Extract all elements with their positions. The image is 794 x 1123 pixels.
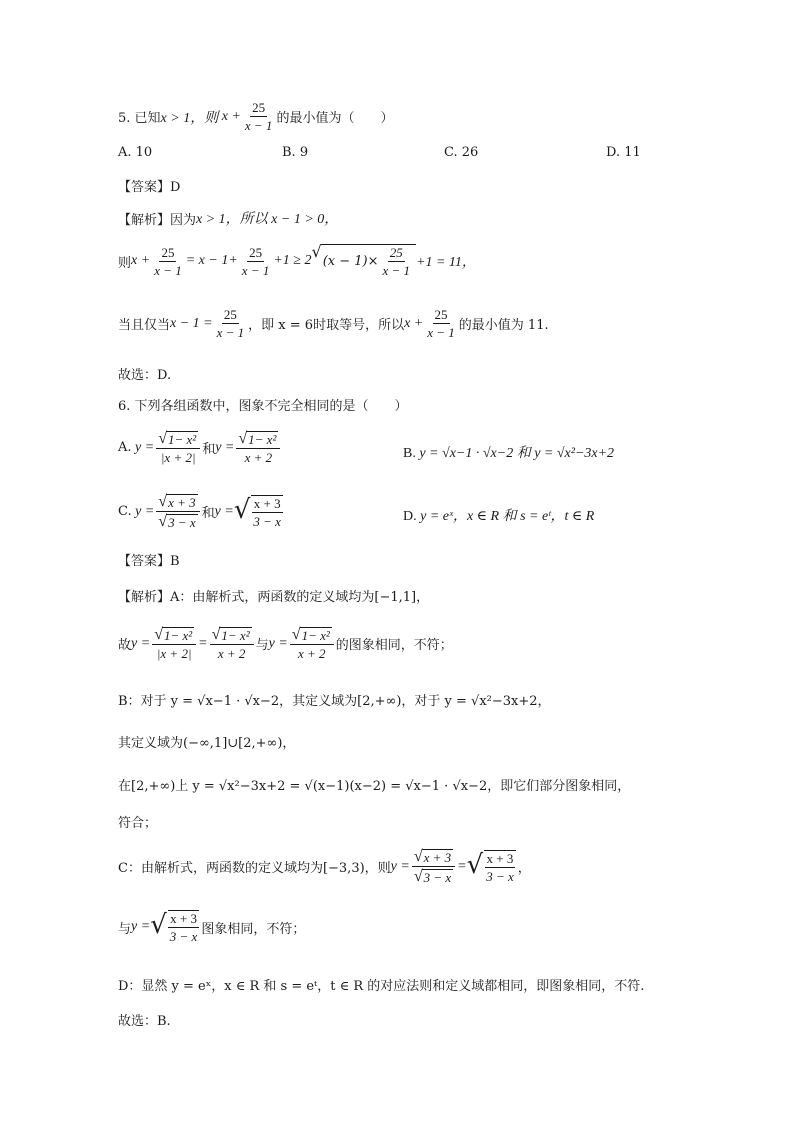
q6-analysis-b4: 符合； [118, 816, 158, 831]
q5-stem-post: 的最小值为（ ） [276, 111, 394, 126]
q6-option-a[interactable]: A. y = √ 1− x² |x + 2| 和 y = √ 1− x² x + 2 [118, 430, 282, 465]
q5-option-d[interactable]: D. 11 [606, 145, 641, 160]
q5-option-c[interactable]: C. 26 [444, 145, 479, 160]
q5-stem-pre: 5. 已知 [118, 111, 161, 126]
q5-answer: 【答案】D [118, 180, 181, 195]
q6-option-d[interactable]: D. y = eˣ，x ∈ R 和 s = eᵗ，t ∈ R [403, 509, 595, 524]
q6-answer: 【答案】B [118, 554, 180, 569]
q5-option-a[interactable]: A. 10 [118, 145, 153, 160]
q5-analysis-1: 【解析】因为 x > 1，所以 x − 1 > 0， [118, 212, 339, 228]
q6-analysis-c2: 与 y = √ $\frac{x + 3}{3 - x}$ 图象相同，不符； [118, 910, 306, 944]
q6-analysis-b2: 其定义域为(−∞,1]∪[2,+∞)， [118, 736, 296, 751]
q6-conclusion: 故选：B. [118, 1014, 171, 1029]
q5-stem: 5. 已知 x > 1，则 x + $\frac{25}{x - 1}$ 的最小值为（ ） [118, 100, 394, 133]
q5-analysis-2: 则 x + $\frac{25}{x - 1}$ = x − 1+ $\frac{25}{x - 1}$ +1 ≥ 2 √ (x − 1)× $\frac{25}{x - 1}$ +1 = 11， [118, 242, 476, 278]
q6-option-c[interactable]: C. y = √ x + 3 √ 3 − x 和 y = √ $\frac{x + 3}{3 - x}$ [118, 493, 281, 531]
q6-analysis-b3: 在[2,+∞)上 y = √x²−3x+2 = √(x−1)(x−2) = √x−1 · √x−2，即它们部分图象相同， [118, 779, 631, 794]
q6-analysis-b1: B：对于 y = √x−1 · √x−2，其定义域为[2,+∞)，对于 y = √x²−3x+2， [118, 694, 551, 709]
q6-stem: 6. 下列各组函数中，图象不完全相同的是（ ） [118, 399, 408, 414]
q6-analysis-a2: 故 y = √ 1− x² |x + 2| = √ 1− x² x + 2 与 y = √ 1− x² x + 2 的图象相同，不符； [118, 626, 453, 662]
q5-stem-cond: x > 1，则 [160, 110, 219, 126]
q5-option-b[interactable]: B. 9 [282, 145, 309, 160]
q6-option-b[interactable]: B. y = √x−1 · √x−2 和 y = √x²−3x+2 [403, 446, 615, 461]
q5-conclusion: 故选：D. [118, 368, 172, 383]
q6-analysis-a1: 【解析】A：由解析式，两函数的定义域均为[−1,1]， [118, 590, 430, 605]
q5-analysis-3: 当且仅当 x − 1 = $\frac{25}{x - 1}$ ，即 x = 6时取等号，所以 x + $\frac{25}{x - 1}$ 的最小值为 11. [118, 307, 549, 340]
q5-fraction: $\frac{25}{x - 1}$ [244, 100, 273, 133]
q6-analysis-c1: C：由解析式，两函数的定义域均为[−3,3)，则 y = √ x + 3 √ 3 − x = √ $\frac{x + 3}{3 - x}$ ， [118, 848, 531, 886]
q6-analysis-d: D：显然 y = eˣ，x ∈ R 和 s = eᵗ，t ∈ R 的对应法则和定义域都相同，即图象相同，不符. [118, 979, 645, 994]
